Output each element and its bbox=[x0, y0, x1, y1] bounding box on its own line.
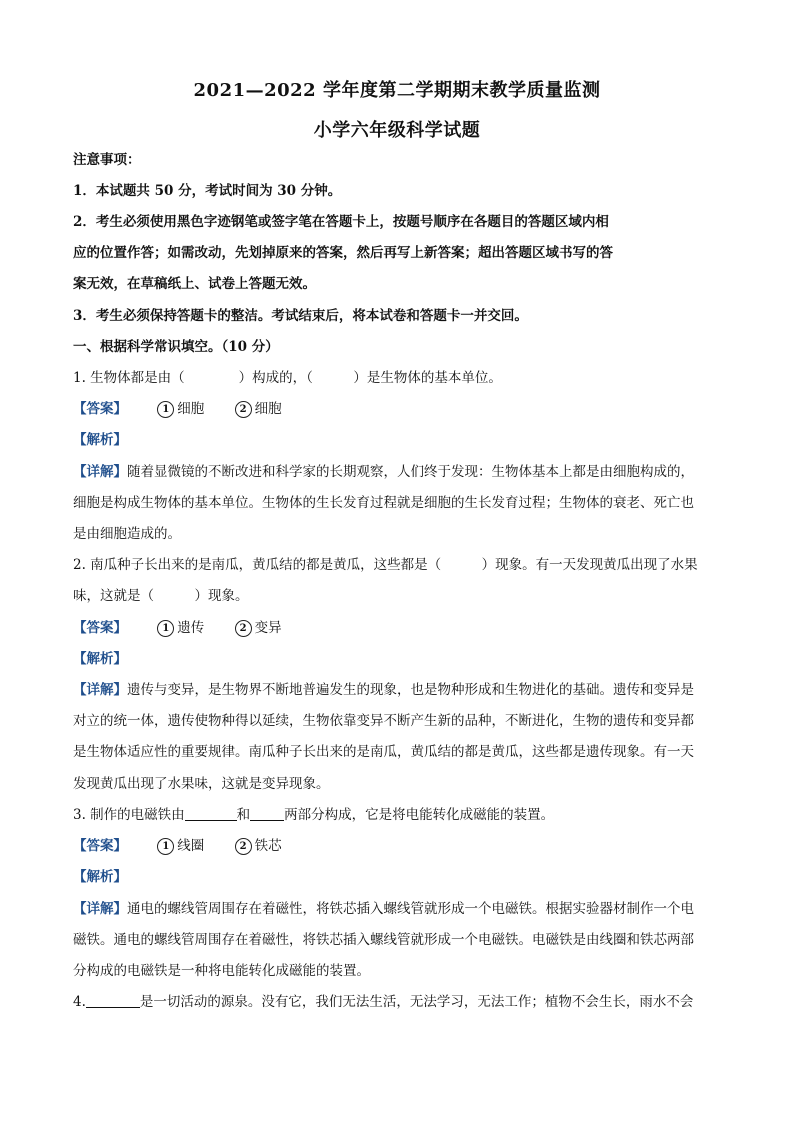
number-one-marker: 1 bbox=[157, 620, 174, 637]
answer-label: 【答案】 bbox=[73, 401, 127, 417]
question-2-text: 味，这就是（ ）现象。 bbox=[73, 588, 249, 604]
detail-text: 对立的统一体，遗传使物种得以延续，生物依靠变异不断产生新的品种，不断进化，生物的遗传和变异都 bbox=[73, 713, 694, 729]
section-heading: 一、根据科学常识填空。（10 分） bbox=[73, 339, 279, 355]
answer-value: 变异 bbox=[254, 620, 282, 636]
answer-value: 线圈 bbox=[177, 838, 205, 854]
question-1-answer bbox=[73, 399, 723, 419]
detail-label: 【详解】 bbox=[73, 682, 127, 698]
fill-blank bbox=[185, 806, 237, 821]
note-item: 1．本试题共 50 分，考试时间为 30 分钟。 bbox=[73, 183, 342, 199]
question-3-detail bbox=[73, 899, 723, 919]
question-2-analysis bbox=[73, 649, 723, 669]
page-title: 2021—2022 学年度第二学期期末教学质量监测 bbox=[193, 80, 601, 101]
number-two-marker: 2 bbox=[235, 620, 252, 637]
question-2-detail bbox=[73, 680, 723, 700]
question-1-text: 1. 生物体都是由（ ）构成的，（ ）是生物体的基本单位。 bbox=[73, 370, 502, 386]
answer-value: 遗传 bbox=[177, 620, 205, 636]
note-item: 应的位置作答；如需改动，先划掉原来的答案，然后再写上新答案；超出答题区域书写的答 bbox=[73, 245, 613, 261]
page-subtitle: 小学六年级科学试题 bbox=[313, 120, 481, 141]
fill-blank bbox=[250, 806, 284, 821]
question-4-suffix: 是一切活动的源泉。没有它，我们无法生活，无法学习，无法工作；植物不会生长，雨水不会 bbox=[139, 994, 694, 1010]
note-item: 2．考生必须使用黑色字迹钢笔或签字笔在答题卡上，按题号顺序在各题目的答题区域内相 bbox=[73, 214, 609, 230]
question-3-answer bbox=[73, 836, 723, 856]
detail-text: 细胞是构成生物体的基本单位。生物体的生长发育过程就是细胞的生长发育过程；生物体的衰老、死亡也 bbox=[73, 495, 694, 511]
question-1-analysis bbox=[73, 430, 723, 450]
question-3-text bbox=[73, 805, 723, 825]
detail-text: 是由细胞造成的。 bbox=[73, 526, 181, 542]
question-3-mid: 和 bbox=[236, 807, 251, 823]
analysis-label: 【解析】 bbox=[73, 651, 127, 667]
analysis-label: 【解析】 bbox=[73, 869, 127, 885]
detail-text: 发现黄瓜出现了水果味，这就是变异现象。 bbox=[73, 776, 330, 792]
question-3-suffix: 两部分构成，它是将电能转化成磁能的装置。 bbox=[284, 807, 555, 823]
answer-value: 铁芯 bbox=[254, 838, 282, 854]
number-two-marker: 2 bbox=[235, 401, 252, 418]
number-one-marker: 1 bbox=[157, 401, 174, 418]
detail-text: 通电的螺线管周围存在着磁性，将铁芯插入螺线管就形成一个电磁铁。根据实验器材制作一个电 bbox=[127, 901, 694, 917]
answer-label: 【答案】 bbox=[73, 620, 127, 636]
question-2-text: 2. 南瓜种子长出来的是南瓜，黄瓜结的都是黄瓜，这些都是（ ）现象。有一天发现黄瓜出现了水果 bbox=[73, 557, 698, 573]
detail-text: 是生物体适应性的重要规律。南瓜种子长出来的是南瓜，黄瓜结的都是黄瓜，这些都是遗传现象。有一天 bbox=[73, 744, 694, 760]
analysis-label: 【解析】 bbox=[73, 432, 127, 448]
detail-label: 【详解】 bbox=[73, 901, 127, 917]
detail-label: 【详解】 bbox=[73, 464, 127, 480]
question-1-detail bbox=[73, 462, 723, 482]
question-4-text bbox=[73, 992, 723, 1012]
detail-text: 磁铁。通电的螺线管周围存在着磁性，将铁芯插入螺线管就形成一个电磁铁。电磁铁是由线圈和铁芯两部 bbox=[73, 932, 694, 948]
question-3-prefix: 3. 制作的电磁铁由 bbox=[73, 807, 185, 823]
detail-text: 随着显微镜的不断改进和科学家的长期观察，人们终于发现：生物体基本上都是由细胞构成的， bbox=[127, 464, 694, 480]
answer-value: 细胞 bbox=[177, 401, 205, 417]
question-4-prefix: 4. bbox=[73, 994, 86, 1010]
question-2-answer bbox=[73, 618, 723, 638]
detail-text: 分构成的电磁铁是一种将电能转化成磁能的装置。 bbox=[73, 963, 370, 979]
notes-heading: 注意事项： bbox=[73, 152, 141, 168]
note-item: 3．考生必须保持答题卡的整洁。考试结束后，将本试卷和答题卡一并交回。 bbox=[73, 308, 528, 324]
fill-blank bbox=[86, 993, 140, 1008]
number-one-marker: 1 bbox=[157, 838, 174, 855]
detail-text: 遗传与变异，是生物界不断地普遍发生的现象，也是物种形成和生物进化的基础。遗传和变异是 bbox=[127, 682, 694, 698]
number-two-marker: 2 bbox=[235, 838, 252, 855]
answer-label: 【答案】 bbox=[73, 838, 127, 854]
question-3-analysis bbox=[73, 867, 723, 887]
answer-value: 细胞 bbox=[254, 401, 282, 417]
note-item: 案无效，在草稿纸上、试卷上答题无效。 bbox=[73, 276, 316, 292]
